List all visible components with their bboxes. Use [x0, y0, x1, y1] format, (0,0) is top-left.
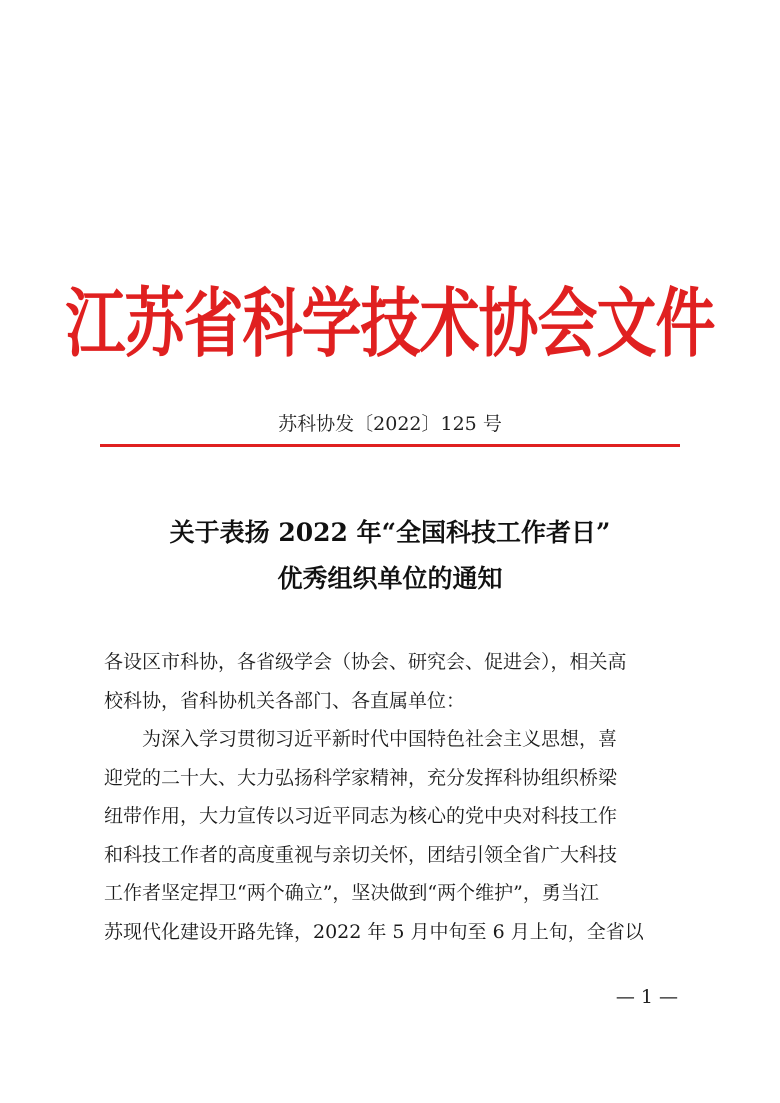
document-number: 苏科协发〔2022〕125 号 — [278, 413, 502, 435]
salutation — [104, 643, 680, 720]
paragraph-line: 迎党的二十大、大力弘扬科学家精神，充分发挥科协组织桥梁 — [104, 766, 618, 789]
document-masthead: 江苏省科学技术协会文件 — [65, 280, 715, 368]
body-paragraph — [104, 720, 680, 951]
paragraph-line: 苏现代化建设开路先锋，2022 年 5 月中旬至 6 月上旬，全省以 — [104, 920, 644, 943]
paragraph-line: 和科技工作者的高度重视与亲切关怀，团结引领全省广大科技 — [104, 843, 618, 866]
paragraph-line: 为深入学习贯彻习近平新时代中国特色社会主义思想，喜 — [142, 728, 618, 750]
red-divider-line — [100, 444, 680, 447]
salutation-line: 各设区市科协，各省级学会（协会、研究会、促进会），相关高 — [104, 651, 627, 673]
page-number: — 1 — — [615, 986, 678, 1008]
salutation-line: 校科协，省科协机关各部门、各直属单位： — [104, 689, 466, 712]
notice-body — [104, 643, 680, 951]
notice-title-line-1: 关于表扬 2022 年“全国科技工作者日” — [169, 518, 611, 547]
paragraph-line: 工作者坚定捍卫“两个确立”，坚决做到“两个维护”，勇当江 — [104, 882, 599, 904]
notice-title-line-2: 优秀组织单位的通知 — [277, 564, 503, 593]
notice-title — [0, 510, 780, 602]
paragraph-line: 纽带作用，大力宣传以习近平同志为核心的党中央对科技工作 — [104, 805, 618, 827]
